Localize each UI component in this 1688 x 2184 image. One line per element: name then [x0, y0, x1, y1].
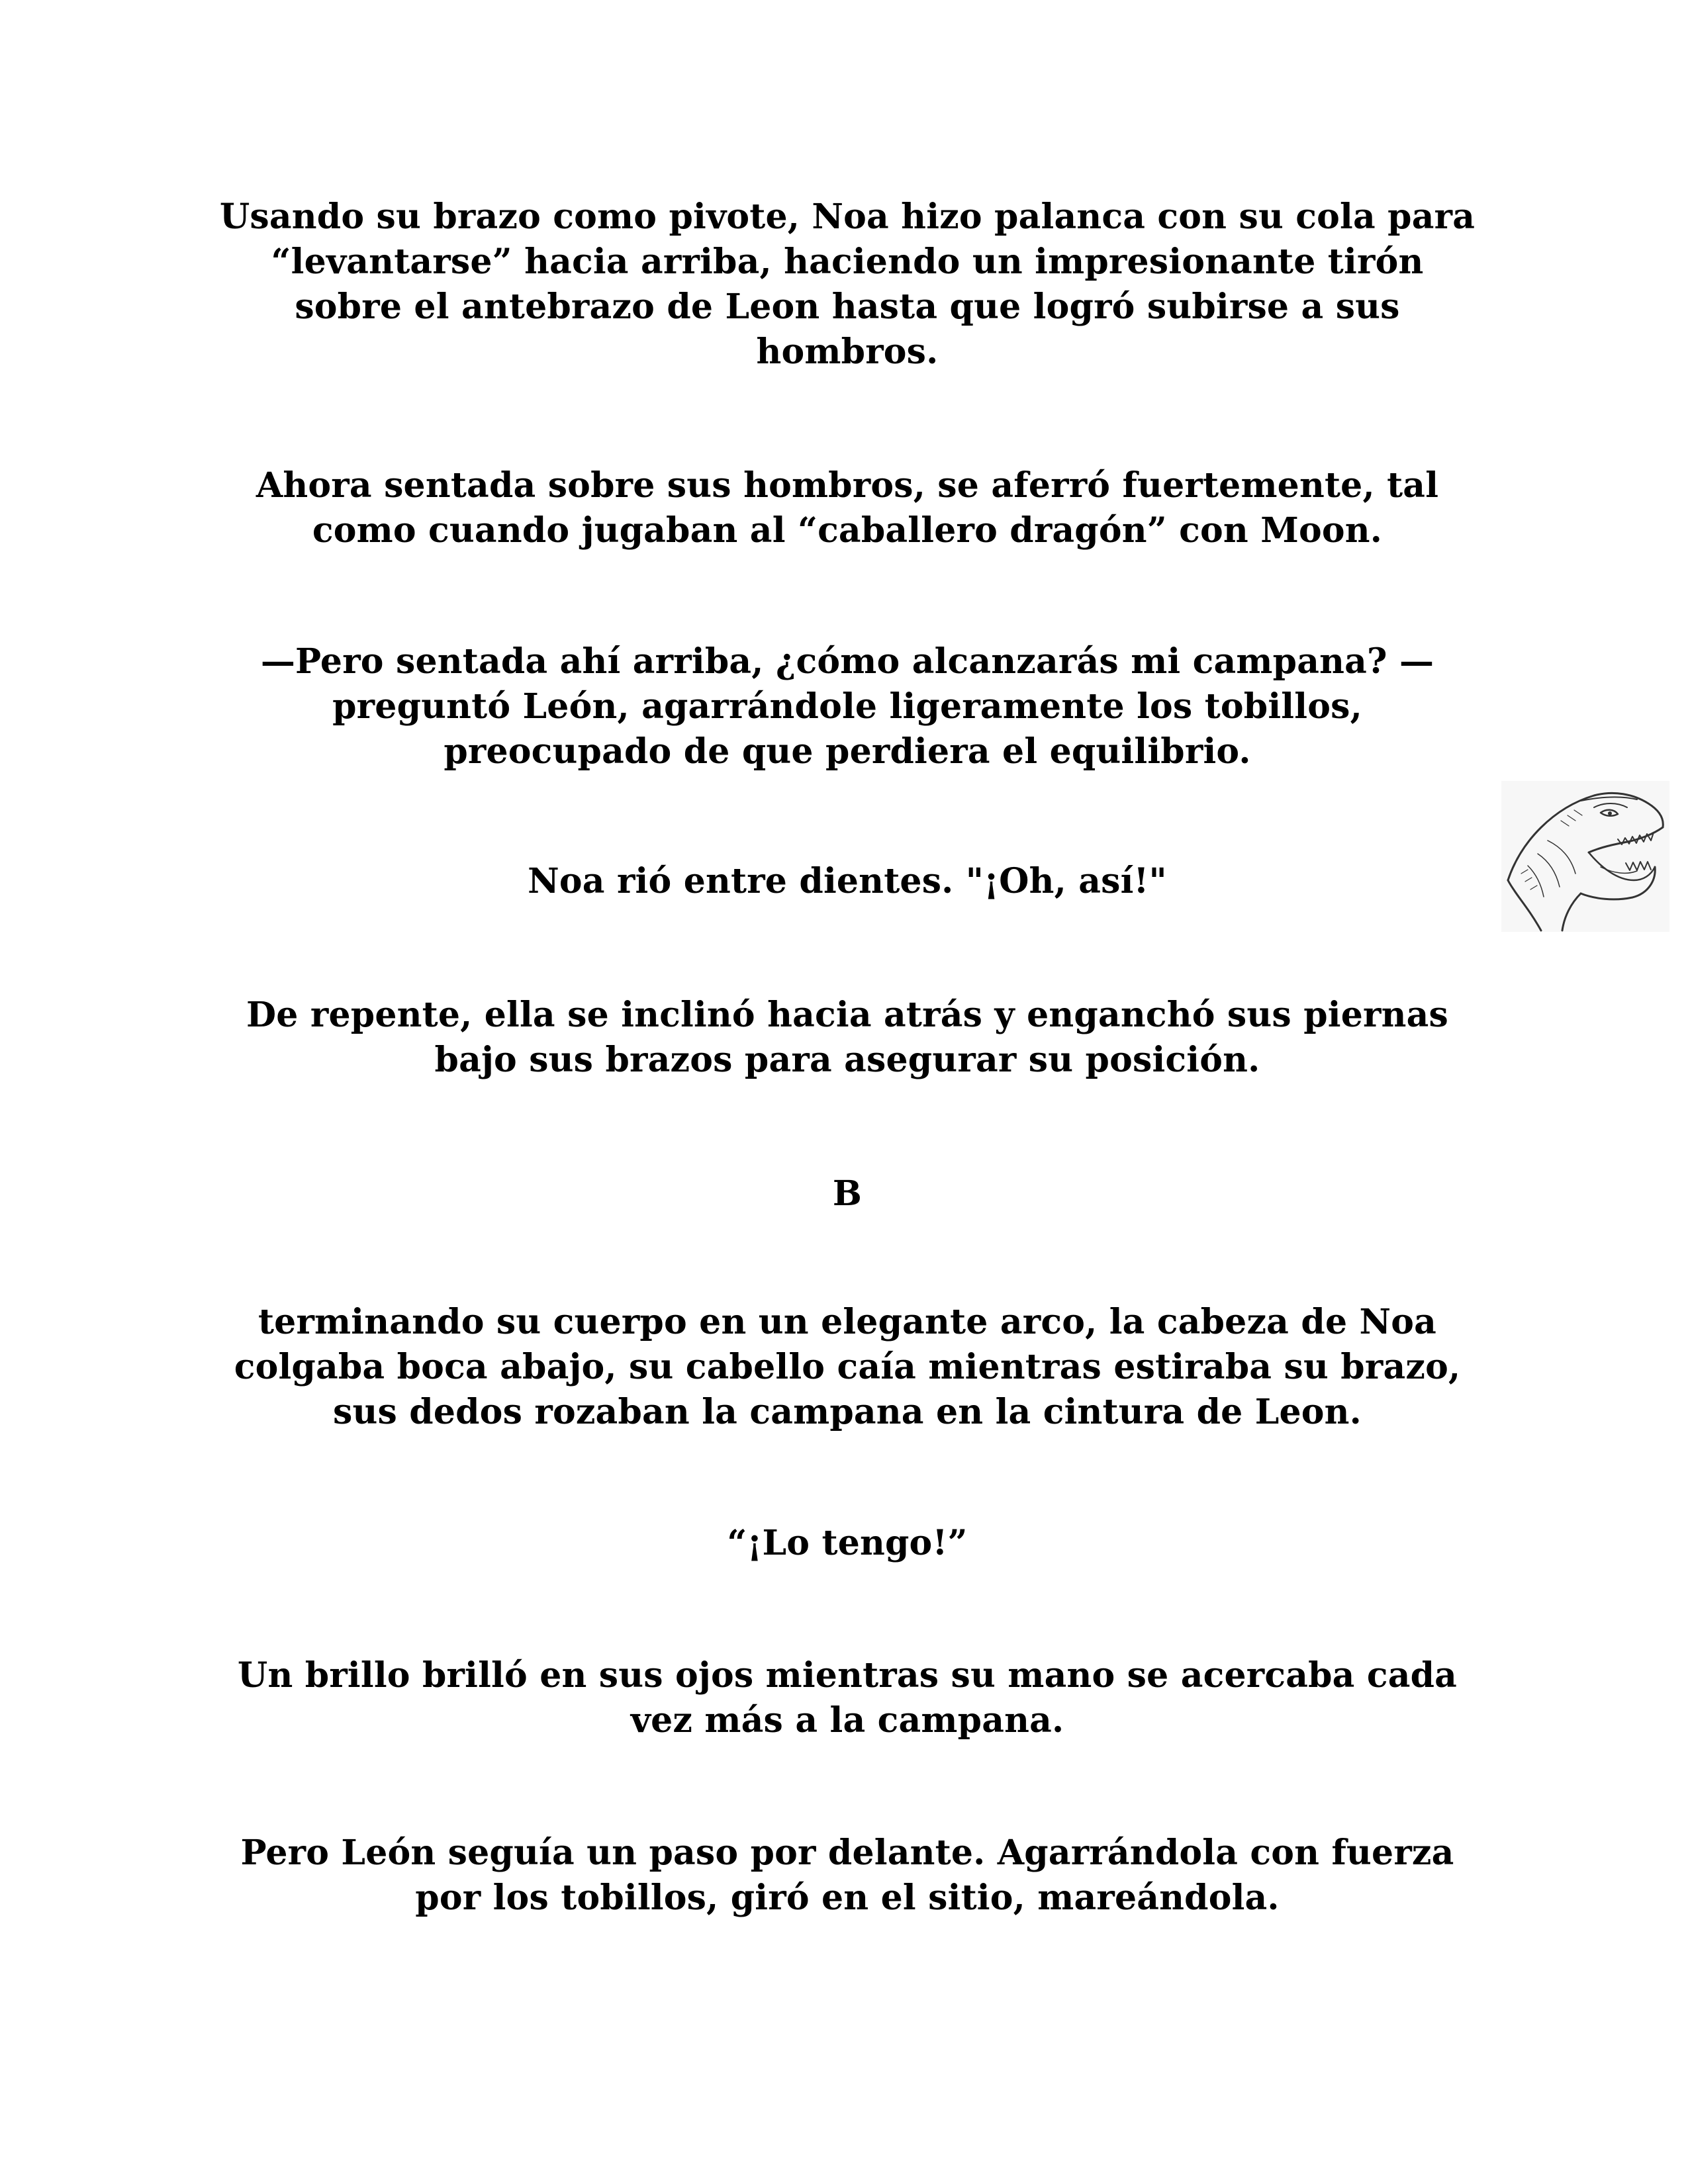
- paragraph-10: Pero León seguía un paso por delante. Agarrándola con fuerza por los tobillos, giró en el sitio, mareándola.: [240, 1833, 1454, 1918]
- paragraph-1: Usando su brazo como pivote, Noa hizo palanca con su cola para “levantarse” hacia arriba, haciendo un impresionante tirón sobre el antebrazo de Leon hasta que logró subirse a sus hombros.: [219, 197, 1476, 372]
- paragraph-9: Un brillo brilló en sus ojos mientras su mano se acercaba cada vez más a la campana.: [237, 1655, 1458, 1741]
- paragraph-6-scene-break: B: [832, 1173, 863, 1214]
- paragraph-7: terminando su cuerpo en un elegante arco, la cabeza de Noa colgaba boca abajo, su cabello caía mientras estiraba su brazo, sus dedos rozaban la campana en la cintura de Leon.: [234, 1302, 1461, 1432]
- paragraph-2: Ahora sentada sobre sus hombros, se aferró fuertemente, tal como cuando jugaban al “caballero dragón” con Moon.: [256, 465, 1439, 551]
- paragraph-3: —Pero sentada ahí arriba, ¿cómo alcanzarás mi campana? — preguntó León, agarrándole ligeramente los tobillos, preocupado de que perdiera el equilibrio.: [260, 641, 1434, 772]
- paragraph-4: Noa rió entre dientes. "¡Oh, así!": [528, 861, 1167, 901]
- paragraph-5: De repente, ella se inclinó hacia atrás y enganchó sus piernas bajo sus brazos para asegurar su posición.: [246, 995, 1448, 1080]
- paragraph-8: “¡Lo tengo!”: [727, 1523, 968, 1563]
- dinosaur-head-sketch-icon: [1501, 781, 1669, 932]
